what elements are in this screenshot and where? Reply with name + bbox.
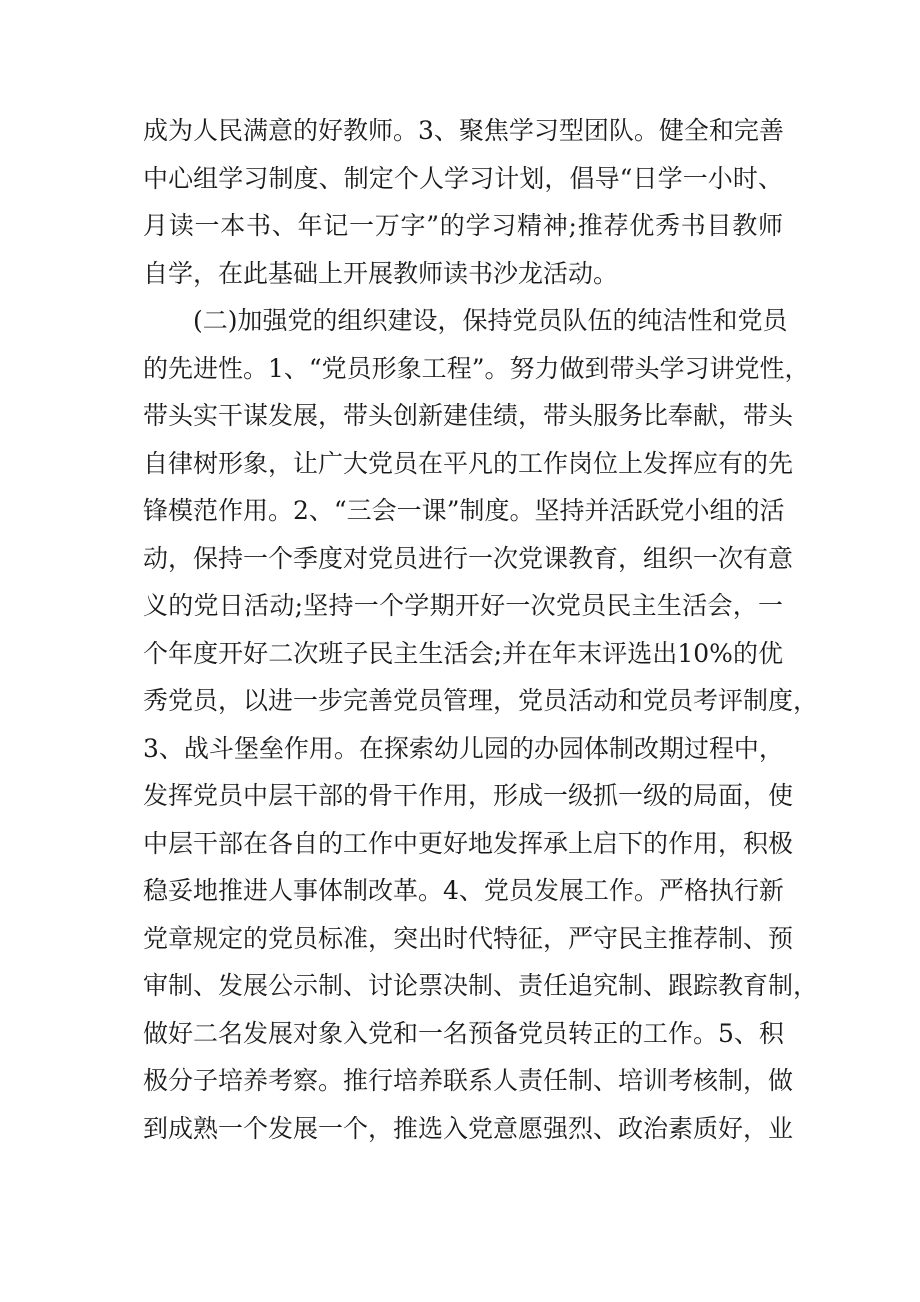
- text-line: 做好二名发展对象入党和一名预备党员转正的工作。5、积: [143, 1018, 784, 1048]
- text-line: 的先进性。1、“党员形象工程”。努力做到带头学习讲党性，: [143, 353, 810, 383]
- section-heading-line: (二)加强党的组织建设，保持党员队伍的纯洁性和党员: [193, 306, 788, 335]
- text-line: 中层干部在各自的工作中更好地发挥承上启下的作用，积极: [143, 828, 794, 858]
- text-line: 个年度开好二次班子民主生活会;并在年末评选出10%的优: [143, 638, 783, 668]
- text-line: 3、战斗堡垒作用。在探索幼儿园的办园体制改期过程中，: [143, 733, 784, 763]
- text-line: 带头实干谋发展，带头创新建佳绩，带头服务比奉献，带头: [143, 401, 794, 430]
- text-line: 党章规定的党员标准，突出时代特征，严守民主推荐制、预: [143, 923, 794, 953]
- text-line: 秀党员，以进一步完善党员管理，党员活动和党员考评制度，: [143, 686, 819, 715]
- text-line: 发挥党员中层干部的骨干作用，形成一级抓一级的局面，使: [143, 781, 794, 810]
- text-line: 极分子培养考察。推行培养联系人责任制、培训考核制，做: [143, 1066, 794, 1095]
- text-line: 自律树形象，让广大党员在平凡的工作岗位上发挥应有的先: [143, 448, 794, 478]
- text-line: 义的党日活动;坚持一个学期开好一次党员民主生活会，一: [143, 591, 783, 620]
- body-text: [143, 107, 819, 1152]
- text-line: 中心组学习制度、制定个人学习计划，倡导“日学一小时、: [143, 163, 783, 193]
- text-line: 稳妥地推进人事体制改革。4、党员发展工作。严格执行新: [143, 876, 784, 905]
- text-line: 审制、发展公示制、讨论票决制、责任追究制、跟踪教育制，: [143, 971, 819, 1000]
- paragraph-end-line: 自学，在此基础上开展教师读书沙龙活动。: [143, 258, 619, 288]
- text-line: 到成熟一个发展一个，推选入党意愿强烈、政治素质好，业: [143, 1113, 794, 1143]
- text-line: 成为人民满意的好教师。3、聚焦学习型团队。健全和完善: [143, 116, 784, 145]
- text-line: 锋模范作用。2、“三会一课”制度。坚持并活跃党小组的活: [143, 496, 785, 525]
- text-line: 月读一本书、年记一万字”的学习精神;推荐优秀书目教师: [143, 211, 783, 240]
- text-line: 动，保持一个季度对党员进行一次党课教育，组织一次有意: [143, 543, 794, 573]
